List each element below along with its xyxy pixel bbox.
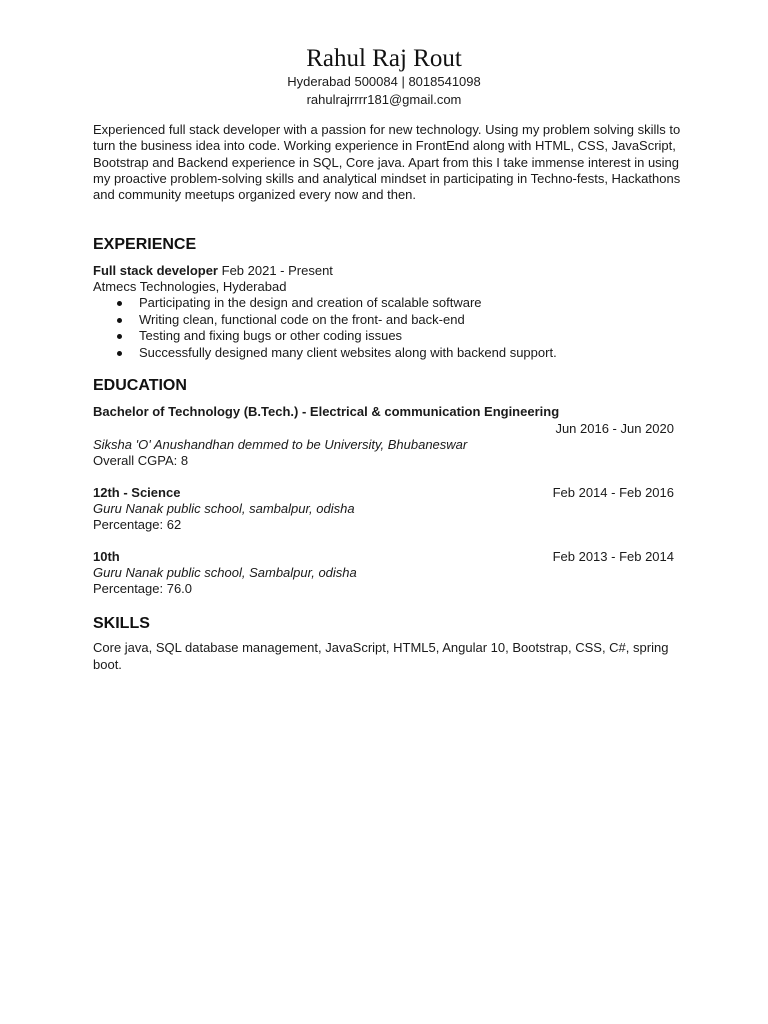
summary-paragraph: Experienced full stack developer with a passion for new technology. Using my problem solving skills to turn the business idea into code. Working experience in FrontEnd along with HTML, CSS, JavaScript, Bootstrap and Backend experience in SQL, Core java. Apart from this I take immense interest in using my proactive problem-solving skills and analytical mindset in participating in Techno-fests, Hackathons and community meetups organized every now and then.: [93, 122, 681, 203]
education-dates: Jun 2016 - Jun 2020: [555, 421, 674, 436]
education-dates: Feb 2014 - Feb 2016: [552, 485, 674, 500]
job-dates: Feb 2021 - Present: [221, 263, 333, 278]
score: Overall CGPA: 8: [93, 453, 189, 468]
job-title-line: [93, 262, 333, 279]
education-entry-12th: [93, 484, 674, 533]
school: Guru Nanak public school, sambalpur, odisha: [93, 501, 355, 516]
degree: 12th - Science: [93, 485, 181, 500]
education-dates: Feb 2013 - Feb 2014: [552, 549, 674, 564]
skills-text: Core java, SQL database management, JavaScript, HTML5, Angular 10, Bootstrap, CSS, C#, spring boot.: [93, 640, 669, 672]
school: Guru Nanak public school, Sambalpur, odisha: [93, 565, 357, 580]
job-title: Full stack developer: [93, 263, 218, 278]
education-entry-btech: [93, 403, 674, 469]
experience-bullets: [93, 295, 557, 361]
list-item: Writing clean, functional code on the front- and back-end: [93, 312, 557, 329]
skills-heading: SKILLS: [93, 615, 150, 632]
list-item: Successfully designed many client websites along with backend support.: [93, 345, 557, 362]
score: Percentage: 62: [93, 517, 182, 532]
candidate-name: Rahul Raj Rout: [306, 45, 462, 72]
score: Percentage: 76.0: [93, 581, 193, 596]
degree: 10th: [93, 549, 120, 564]
education-heading: EDUCATION: [93, 377, 187, 394]
address-phone: Hyderabad 500084 | 8018541098: [287, 74, 481, 89]
experience-heading: EXPERIENCE: [93, 236, 197, 253]
education-entry-10th: [93, 548, 674, 597]
email: rahulrajrrrr181@gmail.com: [306, 92, 462, 107]
job-company: Atmecs Technologies, Hyderabad: [93, 279, 287, 294]
degree: Bachelor of Technology (B.Tech.) - Electrical & communication Engineering: [93, 404, 560, 419]
school: Siksha 'O' Anushandhan demmed to be University, Bhubaneswar: [93, 437, 468, 452]
list-item: Testing and fixing bugs or other coding issues: [93, 328, 557, 345]
list-item: Participating in the design and creation of scalable software: [93, 295, 557, 312]
